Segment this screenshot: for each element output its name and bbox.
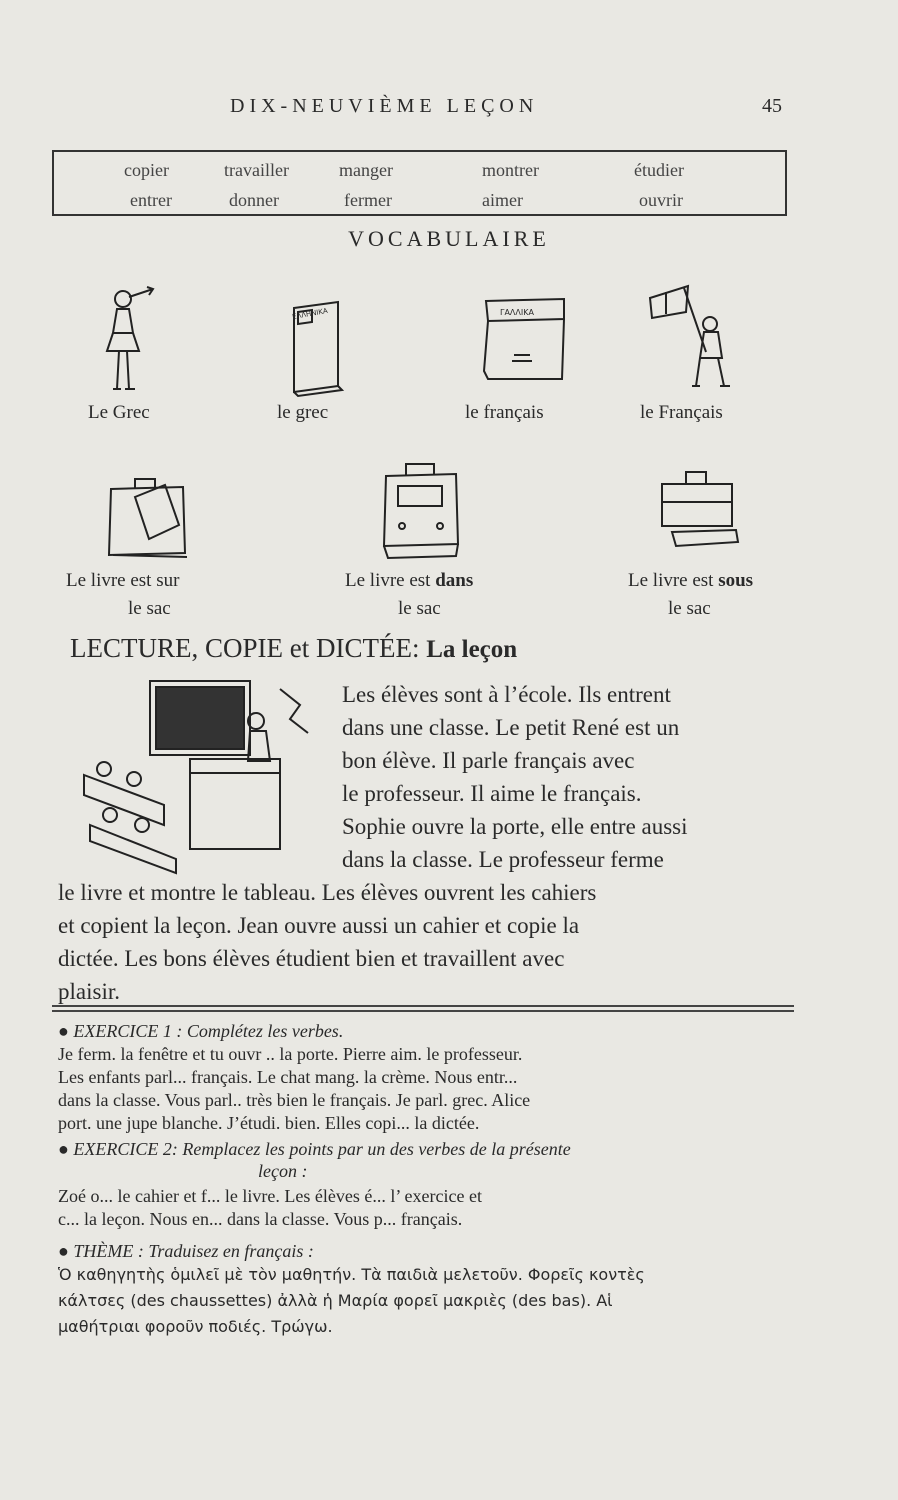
page-header — [0, 95, 898, 125]
verb-item: montrer — [482, 160, 539, 180]
vocab-caption: le grec — [277, 402, 329, 423]
vocab-caption-sous — [628, 570, 753, 592]
lesson-title: DIX-NEUVIÈME LEÇON — [230, 95, 539, 117]
vocab-caption: Le Grec — [88, 402, 150, 423]
book-on-bag-icon — [105, 475, 191, 561]
exercise-line: Zoé o... le cahier et f... le livre. Les élèves é... l’ exercice et — [58, 1186, 482, 1206]
exercise-1-title: ● EXERCICE 1 : Complétez les verbes. — [58, 1021, 344, 1041]
vocabulary-title: VOCABULAIRE — [348, 226, 550, 251]
theme-title: ● THÈME : Traduisez en français : — [58, 1241, 314, 1261]
theme-heading: THÈME : Traduisez en français : — [73, 1241, 314, 1261]
greek-girl-trumpet-icon — [95, 285, 155, 395]
reading-line: plaisir. — [58, 979, 120, 1004]
reading-line: le professeur. Il aime le français. — [342, 781, 642, 806]
theme-line: κάλτσες (des chaussettes) ἀλλὰ ἡ Μαρία φορεῖ μακριὲς (des bas). Αἱ — [58, 1291, 613, 1310]
reading-line: dans une classe. Le petit René est un — [342, 715, 680, 740]
reading-line: Les élèves sont à l’école. Ils entrent — [342, 682, 671, 707]
verb-item: travailler — [224, 160, 289, 180]
reading-line: et copient la leçon. Jean ouvre aussi un cahier et copie la — [58, 913, 580, 938]
theme-line: Ὁ καθηγητὴς ὁμιλεῖ μὲ τὸν μαθητήν. Τὰ παιδιὰ μελετοῦν. Φορεῖς κοντὲς — [58, 1265, 645, 1284]
verb-item: étudier — [634, 160, 684, 180]
page-number: 45 — [762, 95, 782, 117]
verb-item: aimer — [482, 190, 523, 210]
preposition-sous: sous — [718, 570, 754, 591]
french-book-label: ΓΑΛΛΙΚΑ — [500, 308, 534, 317]
lecture-subtitle: La leçon — [426, 636, 518, 663]
vocab-caption: le Français — [640, 402, 723, 423]
frenchman-flag-icon — [648, 282, 738, 394]
exercise-2-heading-cont: leçon : — [258, 1161, 308, 1181]
exercise-line: c... la leçon. Nous en... dans la classe. Vous p... français. — [58, 1209, 463, 1229]
reading-line: Sophie ouvre la porte, elle entre aussi — [342, 814, 688, 839]
book-under-bag-icon — [652, 462, 740, 562]
vocab-caption: le sac — [128, 598, 171, 619]
verb-item: donner — [229, 190, 279, 210]
reading-line: dictée. Les bons élèves étudient bien et travaillent avec — [58, 946, 565, 971]
exercise-2-title: ● EXERCICE 2: Remplacez les points par un des verbes de la présente — [58, 1139, 571, 1159]
vocab-caption: Le livre est — [345, 570, 431, 591]
exercise-line: dans la classe. Vous parl.. très bien le français. Je parl. grec. Alice — [58, 1090, 531, 1110]
preposition-dans: dans — [435, 570, 474, 591]
verb-item: copier — [124, 160, 169, 180]
book-in-bag-icon — [378, 462, 464, 562]
classroom-illustration — [80, 675, 312, 875]
divider — [52, 1010, 794, 1012]
exercise-1-heading: EXERCICE 1 : Complétez les verbes. — [73, 1021, 344, 1041]
vocab-caption: le sac — [398, 598, 441, 619]
vocab-caption: le sac — [668, 598, 711, 619]
lecture-title — [70, 633, 517, 664]
verb-item: entrer — [130, 190, 172, 210]
exercise-line: Les enfants parl... français. Le chat mang. la crème. Nous entr... — [58, 1067, 518, 1087]
divider — [52, 1005, 794, 1007]
reading-line: dans la classe. Le professeur ferme — [342, 847, 664, 872]
vocab-caption: Le livre est — [628, 570, 714, 591]
vocab-caption-dans — [345, 570, 473, 592]
greek-book-label: ΕΛΛΗΝΙΚΑ — [291, 306, 329, 322]
exercise-2-heading: EXERCICE 2: Remplacez les points par un des verbes de la présente — [73, 1139, 571, 1159]
exercise-line: port. une jupe blanche. J’étudi. bien. Elles copi... la dictée. — [58, 1113, 480, 1133]
exercise-line: Je ferm. la fenêtre et tu ouvr .. la porte. Pierre aim. le professeur. — [58, 1044, 523, 1064]
verb-item: fermer — [344, 190, 392, 210]
verb-item: manger — [339, 160, 393, 180]
vocab-caption: Le livre est sur — [66, 570, 180, 591]
reading-line: le livre et montre le tableau. Les élèves ouvrent les cahiers — [58, 880, 597, 905]
verb-box — [52, 150, 787, 216]
verb-item: ouvrir — [639, 190, 683, 210]
lecture-heading: LECTURE, COPIE et DICTÉE: — [70, 633, 420, 663]
theme-line: μαθήτριαι φοροῦν ποδιές. Τρώγω. — [58, 1317, 333, 1336]
reading-line: bon élève. Il parle français avec — [342, 748, 635, 773]
vocab-caption: le français — [465, 402, 544, 423]
